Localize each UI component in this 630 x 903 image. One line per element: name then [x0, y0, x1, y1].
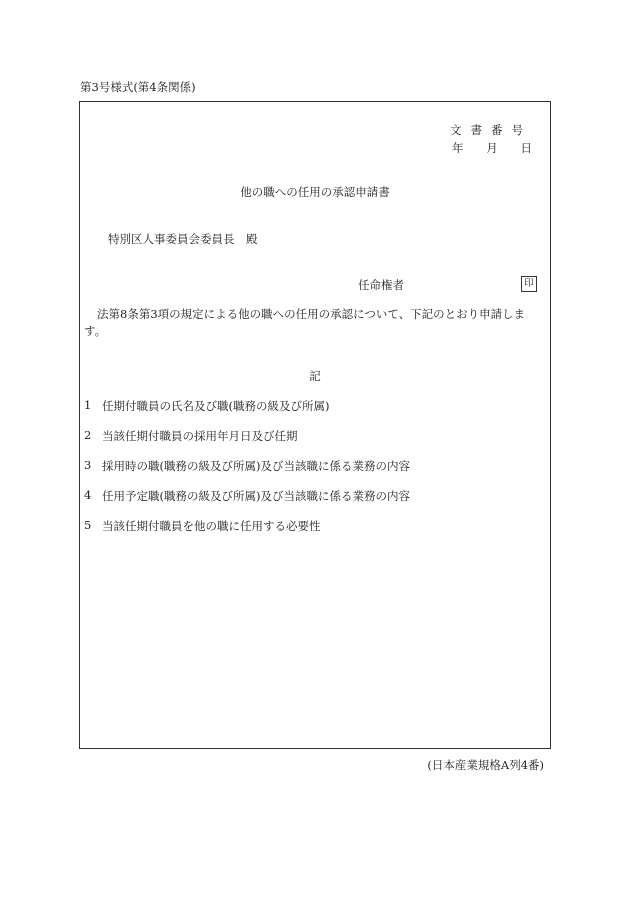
item-list: [84, 398, 410, 548]
ki-heading: 記: [309, 369, 321, 383]
item-text: 採用時の職(職務の級及び所属)及び当該職に係る業務の内容: [102, 459, 410, 473]
paper-size-note: (日本産業規格A列4番): [427, 758, 544, 772]
item-number: 3: [84, 458, 92, 472]
item-number: 5: [84, 518, 92, 532]
form-frame: [79, 101, 551, 749]
item-text: 当該任期付職員の採用年月日及び任期: [102, 429, 298, 443]
item-text: 任用予定職(職務の級及び所属)及び当該職に係る業務の内容: [102, 489, 410, 503]
item-number: 2: [84, 428, 92, 442]
item-number: 4: [84, 488, 92, 502]
document-title: 他の職への任用の承認申請書: [240, 185, 390, 199]
list-item: [84, 458, 410, 488]
seal-mark: 印: [521, 276, 537, 292]
form-label: 第3号様式(第4条関係): [80, 80, 196, 94]
item-number: 1: [84, 398, 92, 412]
date-year-label: 年: [452, 141, 464, 155]
date-month-label: 月: [486, 141, 498, 155]
list-item: [84, 398, 410, 428]
item-text: 任期付職員の氏名及び職(職務の級及び所属): [102, 399, 330, 413]
list-item: [84, 488, 410, 518]
list-item: [84, 518, 410, 548]
appointing-authority-label: 任命権者: [358, 278, 404, 292]
document-number-label: 文書番号: [450, 123, 532, 137]
list-item: [84, 428, 410, 458]
date-line: [452, 140, 532, 156]
item-text: 当該任期付職員を他の職に任用する必要性: [102, 519, 321, 533]
date-day-label: 日: [520, 141, 532, 155]
addressee: 特別区人事委員会委員長 殿: [108, 232, 258, 246]
request-body-text: 法第8条第3項の規定による他の職への任用の承認について、下記のとおり申請します。: [84, 307, 526, 338]
